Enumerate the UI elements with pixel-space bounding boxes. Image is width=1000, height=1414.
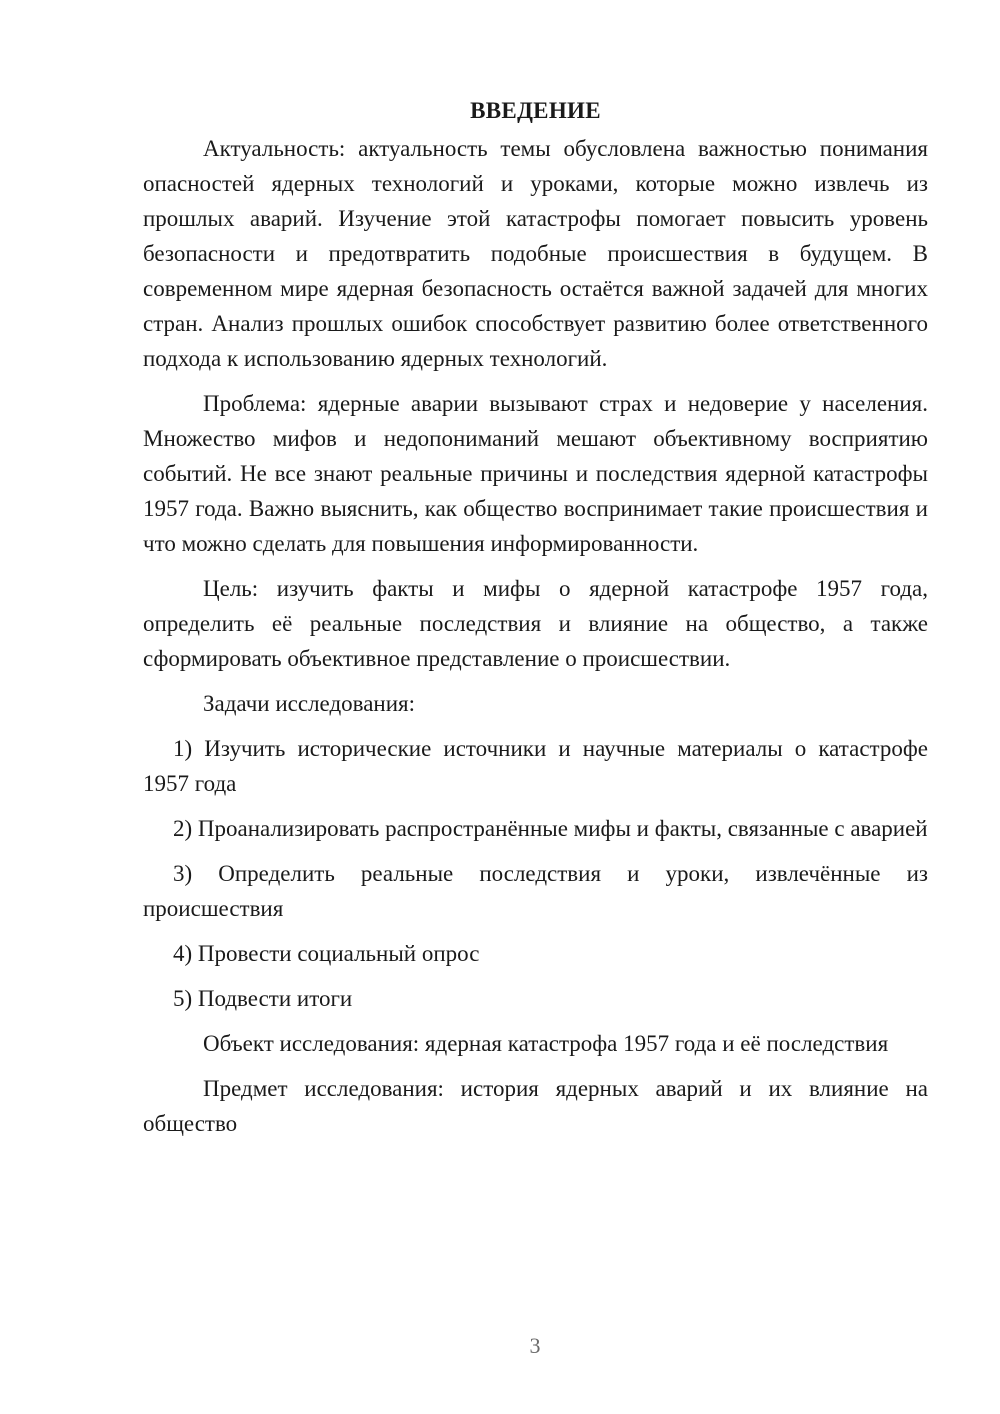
goal-paragraph: Цель: изучить факты и мифы о ядерной катастрофе 1957 года, определить её реальные последствия и влияние на общество, а также сформировать объективное представление о происшествии. <box>143 576 928 671</box>
tasks-heading: Задачи исследования: <box>203 691 416 716</box>
problem-paragraph: Проблема: ядерные аварии вызывают страх и недоверие у населения. Множество мифов и недопониманий мешают объективному восприятию событий. Не все знают реальные причины и последствия ядерной катастрофы 1957 года. Важно выяснить, как общество воспринимает такие происшествия и что можно сделать для повышения информированности. <box>143 391 928 556</box>
task-list-item: 5) Подвести итоги <box>173 986 353 1011</box>
subject-paragraph: Предмет исследования: история ядерных аварий и их влияние на общество <box>143 1076 928 1136</box>
relevance-paragraph: Актуальность: актуальность темы обусловлена важностью понимания опасностей ядерных технологий и уроками, которые можно извлечь из прошлых аварий. Изучение этой катастрофы помогает повысить уровень безопасности и предотвратить подобные происшествия в будущем. В современном мире ядерная безопасность остаётся важной задачей для многих стран. Анализ прошлых ошибок способствует развитию более ответственного подхода к использованию ядерных технологий. <box>143 136 928 371</box>
task-list-item: 2) Проанализировать распространённые мифы и факты, связанные с аварией <box>173 816 928 841</box>
task-list-item: 3) Определить реальные последствия и уроки, извлечённые из происшествия <box>143 861 928 921</box>
object-paragraph: Объект исследования: ядерная катастрофа 1957 года и её последствия <box>203 1031 889 1056</box>
section-title: ВВЕДЕНИЕ <box>470 98 601 123</box>
document-page <box>143 96 928 1151</box>
task-list-item: 1) Изучить исторические источники и научные материалы о катастрофе 1957 года <box>143 736 928 796</box>
page-number: 3 <box>529 1333 541 1358</box>
task-list-item: 4) Провести социальный опрос <box>173 941 480 966</box>
